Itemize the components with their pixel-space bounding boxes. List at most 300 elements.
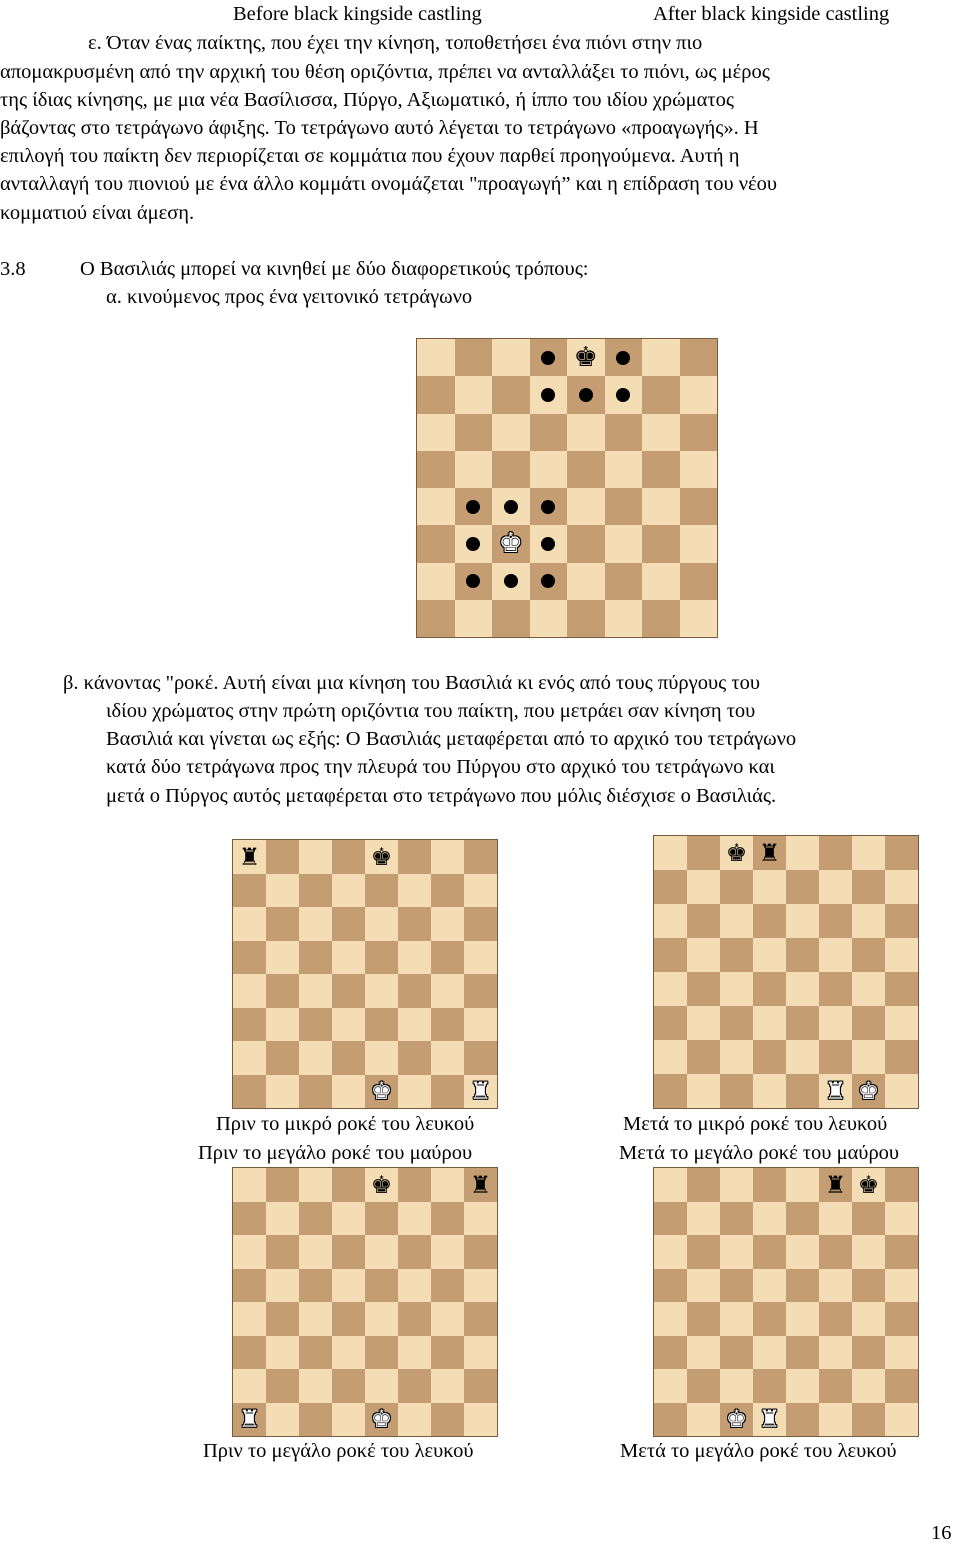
square-g2 xyxy=(431,1369,464,1403)
para-b-line-5: μετά ο Πύργος αυτός μεταφέρεται στο τετράγωνο που μόλις διέσχισε ο Βασιλιάς. xyxy=(106,785,777,807)
square-d7 xyxy=(753,1202,786,1236)
black-rook-icon: ♜ xyxy=(469,1170,492,1199)
square-e3 xyxy=(786,1006,819,1040)
square-b1 xyxy=(455,600,493,637)
square-d6 xyxy=(332,1235,365,1269)
square-a8 xyxy=(654,836,687,870)
square-g6 xyxy=(431,907,464,941)
square-g4 xyxy=(852,1302,885,1336)
square-d2 xyxy=(332,1369,365,1403)
para-e-line-4: βάζοντας στο τετράγωνο άφιξης. Το τετράγωνο αυτό λέγεται το τετράγωνο «προαγωγής». Η xyxy=(0,117,759,139)
square-f2 xyxy=(819,1369,852,1403)
square-a7 xyxy=(417,376,455,413)
square-f8 xyxy=(819,1168,852,1202)
square-f6 xyxy=(398,907,431,941)
square-a6 xyxy=(233,907,266,941)
square-f4 xyxy=(819,972,852,1006)
square-e4 xyxy=(365,974,398,1008)
square-c1 xyxy=(720,1074,753,1108)
square-c2 xyxy=(492,563,530,600)
square-b3 xyxy=(455,525,493,562)
square-a6 xyxy=(417,414,455,451)
square-c3 xyxy=(720,1336,753,1370)
para-e-line-5: επιλογή του παίκτη δεν περιορίζεται σε κομμάτια που έχουν παρθεί προηγούμενα. Αυτή η xyxy=(0,145,740,167)
square-f6 xyxy=(819,1235,852,1269)
square-c8 xyxy=(299,1168,332,1202)
square-e5 xyxy=(786,938,819,972)
square-e5 xyxy=(786,1269,819,1303)
square-g3 xyxy=(431,1008,464,1042)
square-a3 xyxy=(233,1008,266,1042)
square-f1 xyxy=(605,600,643,637)
square-e1 xyxy=(786,1074,819,1108)
square-b4 xyxy=(687,972,720,1006)
square-e7 xyxy=(786,1202,819,1236)
square-c1 xyxy=(492,600,530,637)
square-g7 xyxy=(852,1202,885,1236)
square-f6 xyxy=(398,1235,431,1269)
square-b8 xyxy=(455,339,493,376)
square-b3 xyxy=(266,1008,299,1042)
square-a6 xyxy=(654,1235,687,1269)
move-marker-dot xyxy=(541,500,555,514)
square-b6 xyxy=(266,1235,299,1269)
square-b2 xyxy=(266,1041,299,1075)
square-c7 xyxy=(492,376,530,413)
square-h4 xyxy=(885,1302,918,1336)
square-e6 xyxy=(786,904,819,938)
square-h3 xyxy=(885,1336,918,1370)
square-g5 xyxy=(431,1269,464,1303)
square-b4 xyxy=(687,1302,720,1336)
square-e1 xyxy=(365,1403,398,1437)
square-d6 xyxy=(530,414,568,451)
square-h8 xyxy=(885,1168,918,1202)
square-a8 xyxy=(233,1168,266,1202)
square-d2 xyxy=(530,563,568,600)
square-f2 xyxy=(398,1369,431,1403)
square-d2 xyxy=(332,1041,365,1075)
square-e4 xyxy=(786,1302,819,1336)
square-h2 xyxy=(885,1040,918,1074)
square-d3 xyxy=(530,525,568,562)
square-b7 xyxy=(266,1202,299,1236)
square-g6 xyxy=(431,1235,464,1269)
square-b1 xyxy=(266,1075,299,1109)
square-b6 xyxy=(266,907,299,941)
square-h8 xyxy=(885,836,918,870)
square-e7 xyxy=(567,376,605,413)
square-h6 xyxy=(464,907,497,941)
square-g7 xyxy=(852,870,885,904)
square-c1 xyxy=(299,1075,332,1109)
square-b2 xyxy=(266,1369,299,1403)
square-b8 xyxy=(266,1168,299,1202)
square-h1 xyxy=(885,1403,918,1437)
square-h1 xyxy=(885,1074,918,1108)
square-f7 xyxy=(819,1202,852,1236)
square-d4 xyxy=(753,1302,786,1336)
square-d7 xyxy=(530,376,568,413)
square-b5 xyxy=(266,941,299,975)
square-c3 xyxy=(299,1336,332,1370)
square-f7 xyxy=(398,1202,431,1236)
square-f3 xyxy=(819,1006,852,1040)
square-h8 xyxy=(464,840,497,874)
square-c6 xyxy=(299,907,332,941)
square-d3 xyxy=(332,1008,365,1042)
square-d7 xyxy=(753,870,786,904)
square-c2 xyxy=(720,1040,753,1074)
square-f6 xyxy=(819,904,852,938)
square-d2 xyxy=(753,1369,786,1403)
square-a1 xyxy=(233,1075,266,1109)
black-king-icon: ♚ xyxy=(573,342,598,374)
square-h6 xyxy=(680,414,718,451)
square-g8 xyxy=(431,1168,464,1202)
square-c1 xyxy=(720,1403,753,1437)
square-c4 xyxy=(720,1302,753,1336)
square-a1 xyxy=(417,600,455,637)
square-g8 xyxy=(431,840,464,874)
square-d8 xyxy=(753,836,786,870)
square-b4 xyxy=(455,488,493,525)
square-h1 xyxy=(464,1403,497,1437)
square-d3 xyxy=(753,1336,786,1370)
square-e6 xyxy=(567,414,605,451)
square-d6 xyxy=(332,907,365,941)
para-b-line-2: ιδίου χρώματος στην πρώτη οριζόντια του παίκτη, που μετράει σαν κίνηση του xyxy=(106,700,756,722)
square-a6 xyxy=(233,1235,266,1269)
square-e1 xyxy=(567,600,605,637)
square-h3 xyxy=(464,1336,497,1370)
square-c3 xyxy=(299,1008,332,1042)
square-g3 xyxy=(852,1336,885,1370)
square-f4 xyxy=(605,488,643,525)
square-a8 xyxy=(417,339,455,376)
square-e3 xyxy=(567,525,605,562)
white-rook-icon: ♜ xyxy=(238,1405,261,1434)
square-c5 xyxy=(720,938,753,972)
square-f7 xyxy=(819,870,852,904)
square-c6 xyxy=(299,1235,332,1269)
square-h5 xyxy=(464,1269,497,1303)
square-a2 xyxy=(417,563,455,600)
square-c7 xyxy=(299,1202,332,1236)
move-marker-dot xyxy=(541,574,555,588)
square-h6 xyxy=(885,904,918,938)
square-g1 xyxy=(431,1403,464,1437)
square-g8 xyxy=(852,836,885,870)
square-h1 xyxy=(464,1075,497,1109)
para-e-line-2: απομακρυσμένη από την αρχική του θέση οριζόντια, πρέπει να ανταλλάξει το πιόνι, ως μέρος xyxy=(0,61,770,83)
square-b7 xyxy=(455,376,493,413)
caption-after-black-long: Μετά το μεγάλο ροκέ του μαύρου xyxy=(619,1142,900,1164)
square-c7 xyxy=(299,874,332,908)
square-e6 xyxy=(365,1235,398,1269)
move-marker-dot xyxy=(541,388,555,402)
square-h6 xyxy=(464,1235,497,1269)
square-h4 xyxy=(885,972,918,1006)
square-f3 xyxy=(398,1008,431,1042)
square-b7 xyxy=(687,870,720,904)
square-d5 xyxy=(332,941,365,975)
square-g3 xyxy=(431,1336,464,1370)
square-b1 xyxy=(687,1403,720,1437)
square-f2 xyxy=(605,563,643,600)
square-h7 xyxy=(464,1202,497,1236)
square-c3 xyxy=(720,1006,753,1040)
square-g8 xyxy=(642,339,680,376)
move-marker-dot xyxy=(466,500,480,514)
square-f7 xyxy=(605,376,643,413)
square-f5 xyxy=(398,941,431,975)
square-h8 xyxy=(680,339,718,376)
square-b8 xyxy=(687,836,720,870)
move-marker-dot xyxy=(466,574,480,588)
para-e-line-6: ανταλλαγή του πιονιού με ένα άλλο κομμάτι ονομάζεται "προαγωγή” και η επίδραση του νέου xyxy=(0,173,778,195)
square-c8 xyxy=(720,836,753,870)
white-king-icon: ♚ xyxy=(370,1405,393,1434)
square-e5 xyxy=(365,1269,398,1303)
item-a: α. κινούμενος προς ένα γειτονικό τετράγωνο xyxy=(106,286,473,308)
square-f3 xyxy=(605,525,643,562)
square-a7 xyxy=(654,1202,687,1236)
square-e2 xyxy=(786,1369,819,1403)
square-e2 xyxy=(786,1040,819,1074)
square-g2 xyxy=(642,563,680,600)
square-c5 xyxy=(720,1269,753,1303)
square-d5 xyxy=(753,938,786,972)
square-f4 xyxy=(398,1302,431,1336)
square-g4 xyxy=(431,1302,464,1336)
square-h2 xyxy=(464,1369,497,1403)
square-g1 xyxy=(431,1075,464,1109)
square-g7 xyxy=(642,376,680,413)
square-c8 xyxy=(720,1168,753,1202)
square-a8 xyxy=(654,1168,687,1202)
square-f4 xyxy=(819,1302,852,1336)
square-g3 xyxy=(852,1006,885,1040)
square-c4 xyxy=(720,972,753,1006)
square-c5 xyxy=(299,1269,332,1303)
square-d5 xyxy=(530,451,568,488)
header-left: Before black kingside castling xyxy=(233,3,482,25)
square-g4 xyxy=(431,974,464,1008)
black-rook-icon: ♜ xyxy=(824,1170,847,1199)
square-b7 xyxy=(687,1202,720,1236)
square-f1 xyxy=(819,1403,852,1437)
square-e7 xyxy=(365,1202,398,1236)
square-g1 xyxy=(642,600,680,637)
move-marker-dot xyxy=(504,574,518,588)
white-rook-icon: ♜ xyxy=(758,1405,781,1434)
square-b5 xyxy=(687,1269,720,1303)
square-a5 xyxy=(654,938,687,972)
square-g3 xyxy=(642,525,680,562)
move-marker-dot xyxy=(616,388,630,402)
square-e2 xyxy=(365,1041,398,1075)
square-b2 xyxy=(687,1040,720,1074)
square-d3 xyxy=(753,1006,786,1040)
square-e8 xyxy=(786,1168,819,1202)
square-h7 xyxy=(885,1202,918,1236)
square-b8 xyxy=(266,840,299,874)
square-e8 xyxy=(567,339,605,376)
black-king-icon: ♚ xyxy=(725,839,748,867)
square-h4 xyxy=(680,488,718,525)
square-g7 xyxy=(431,874,464,908)
square-a4 xyxy=(417,488,455,525)
square-h6 xyxy=(885,1235,918,1269)
section-number: 3.8 xyxy=(0,258,26,280)
square-g5 xyxy=(431,941,464,975)
square-e7 xyxy=(365,874,398,908)
square-g6 xyxy=(852,904,885,938)
white-king-icon: ♚ xyxy=(370,1077,393,1106)
caption-after-white-long: Μετά το μεγάλο ροκέ του λευκού xyxy=(620,1440,897,1462)
square-a5 xyxy=(233,1269,266,1303)
square-a2 xyxy=(654,1040,687,1074)
square-h2 xyxy=(885,1369,918,1403)
square-a1 xyxy=(654,1074,687,1108)
square-b7 xyxy=(266,874,299,908)
square-e2 xyxy=(567,563,605,600)
white-king-icon: ♚ xyxy=(857,1077,880,1105)
square-e6 xyxy=(786,1235,819,1269)
square-e2 xyxy=(365,1369,398,1403)
square-e7 xyxy=(786,870,819,904)
square-b6 xyxy=(687,1235,720,1269)
square-b8 xyxy=(687,1168,720,1202)
square-d1 xyxy=(332,1075,365,1109)
square-c2 xyxy=(720,1369,753,1403)
square-c2 xyxy=(299,1369,332,1403)
square-c4 xyxy=(299,1302,332,1336)
board-before-white-long xyxy=(232,1167,498,1437)
square-c1 xyxy=(299,1403,332,1437)
square-a3 xyxy=(233,1336,266,1370)
square-a1 xyxy=(233,1403,266,1437)
square-g1 xyxy=(852,1074,885,1108)
square-b6 xyxy=(455,414,493,451)
square-a2 xyxy=(233,1369,266,1403)
square-h8 xyxy=(464,1168,497,1202)
square-c7 xyxy=(720,870,753,904)
white-rook-icon: ♜ xyxy=(824,1077,847,1105)
square-a5 xyxy=(417,451,455,488)
square-e4 xyxy=(786,972,819,1006)
square-c8 xyxy=(299,840,332,874)
square-h3 xyxy=(680,525,718,562)
square-f8 xyxy=(398,1168,431,1202)
square-f6 xyxy=(605,414,643,451)
square-a5 xyxy=(233,941,266,975)
square-d8 xyxy=(332,1168,365,1202)
square-c3 xyxy=(492,525,530,562)
square-a3 xyxy=(654,1006,687,1040)
square-c6 xyxy=(720,904,753,938)
move-marker-dot xyxy=(504,500,518,514)
caption-before-white-long: Πριν το μεγάλο ροκέ του λευκού xyxy=(203,1440,474,1462)
square-a1 xyxy=(654,1403,687,1437)
square-g8 xyxy=(852,1168,885,1202)
square-a7 xyxy=(654,870,687,904)
square-e5 xyxy=(365,941,398,975)
square-f2 xyxy=(398,1041,431,1075)
square-b1 xyxy=(687,1074,720,1108)
square-f5 xyxy=(819,1269,852,1303)
square-d5 xyxy=(753,1269,786,1303)
square-b4 xyxy=(266,1302,299,1336)
square-e3 xyxy=(365,1008,398,1042)
king-moves-board xyxy=(416,338,718,638)
white-king-icon: ♚ xyxy=(725,1405,748,1434)
square-g4 xyxy=(852,972,885,1006)
square-c6 xyxy=(720,1235,753,1269)
square-d6 xyxy=(753,1235,786,1269)
black-king-icon: ♚ xyxy=(370,842,393,871)
move-marker-dot xyxy=(579,388,593,402)
section-title: Ο Βασιλιάς μπορεί να κινηθεί με δύο διαφορετικούς τρόπους: xyxy=(80,258,589,280)
square-f7 xyxy=(398,874,431,908)
square-a4 xyxy=(233,1302,266,1336)
board-before-white-short xyxy=(232,839,498,1109)
square-b3 xyxy=(266,1336,299,1370)
square-d4 xyxy=(530,488,568,525)
para-e-line-7: κομματιού είναι άμεση. xyxy=(0,202,195,224)
square-d8 xyxy=(332,840,365,874)
board-after-white-long xyxy=(653,1167,919,1437)
square-e5 xyxy=(567,451,605,488)
square-a3 xyxy=(417,525,455,562)
square-h7 xyxy=(885,870,918,904)
square-h4 xyxy=(464,1302,497,1336)
square-c8 xyxy=(492,339,530,376)
square-h7 xyxy=(464,874,497,908)
square-g5 xyxy=(852,1269,885,1303)
square-d7 xyxy=(332,874,365,908)
para-b-line-3: Βασιλιά και γίνεται ως εξής: Ο Βασιλιάς μεταφέρεται από το αρχικό του τετράγωνο xyxy=(106,728,797,750)
square-d1 xyxy=(753,1403,786,1437)
square-b5 xyxy=(687,938,720,972)
square-g2 xyxy=(431,1041,464,1075)
square-h2 xyxy=(680,563,718,600)
square-c5 xyxy=(299,941,332,975)
square-f1 xyxy=(398,1403,431,1437)
square-h3 xyxy=(885,1006,918,1040)
square-b1 xyxy=(266,1403,299,1437)
header-right: After black kingside castling xyxy=(653,3,890,25)
square-b4 xyxy=(266,974,299,1008)
move-marker-dot xyxy=(541,537,555,551)
square-a5 xyxy=(654,1269,687,1303)
square-f4 xyxy=(398,974,431,1008)
square-h7 xyxy=(680,376,718,413)
square-b3 xyxy=(687,1006,720,1040)
black-king-icon: ♚ xyxy=(370,1170,393,1199)
square-h5 xyxy=(464,941,497,975)
square-a4 xyxy=(233,974,266,1008)
black-rook-icon: ♜ xyxy=(238,842,261,871)
square-c4 xyxy=(299,974,332,1008)
para-b-line-1: β. κάνοντας "ροκέ. Αυτή είναι μια κίνηση του Βασιλιά κι ενός από τους πύργους του xyxy=(63,672,760,694)
move-marker-dot xyxy=(466,537,480,551)
square-c6 xyxy=(492,414,530,451)
square-e1 xyxy=(786,1403,819,1437)
square-a4 xyxy=(654,972,687,1006)
square-d1 xyxy=(530,600,568,637)
